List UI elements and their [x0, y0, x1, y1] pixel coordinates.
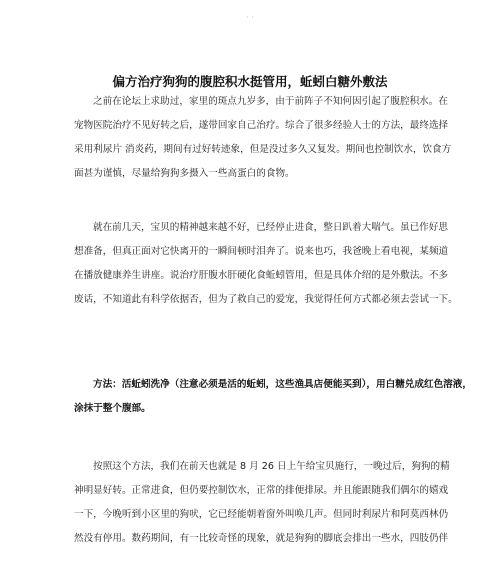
- paragraph-1: [74, 90, 452, 186]
- header-mark: · ·: [246, 13, 254, 22]
- paragraph-line: 宠物医院治疗不见好转之后，遂带回家自己治疗。综合了很多经验人士的方法，最终选择: [74, 120, 449, 131]
- paragraph-line: 就在前几天，宝贝的精神越来越不好，已经停止进食，整日趴着大喘气。虽已作好思: [93, 222, 448, 233]
- method-paragraph: [74, 373, 472, 421]
- paragraph-line: 采用利尿片 消炎药，期间有过好转迹象，但是没过多久又复发。期间也控制饮水，饮食方: [74, 144, 452, 155]
- paragraph-line: 然没有停用。数药期间，有一比较奇怪的现象，就是狗狗的脚底会排出一些水，四肢仍伴: [74, 533, 449, 544]
- article-title: 偏方治疗狗狗的腹腔积水挺管用，蚯蚓白糖外敷法: [112, 74, 388, 90]
- paragraph-line: 按照这个方法，我们在前天也就是 8 月 26 日上午给宝贝施行，一晚过后，狗狗的精: [93, 461, 450, 472]
- paragraph-line: 想准备，但真正面对它快离开的一瞬间顿时泪奔了。说来也巧，我爸晚上看电视，某频道: [74, 246, 449, 257]
- paragraph-4: [74, 455, 450, 551]
- paragraph-2: [74, 216, 458, 312]
- paragraph-line: 涂抹于整个腹部。: [74, 403, 151, 414]
- paragraph-line: 面甚为谨慎，尽量给狗狗多摄入一些高蛋白的食物。: [74, 168, 295, 179]
- paragraph-line: 废话，不知道此有科学依据否，但为了救自己的爱宠，我觉得任何方式都必须去尝试一下。: [74, 294, 458, 305]
- paragraph-line: 在播放健康养生讲座。说治疗肝腹水肝硬化食蚯蚓管用，但是具体介绍的是外敷法。不多: [74, 270, 449, 281]
- paragraph-line: 之前在论坛上求助过，家里的斑点九岁多，由于前阵子不知何因引起了腹腔积水。在: [93, 96, 448, 107]
- paragraph-line: 一下，今晚听到小区里的狗吠，它已经能朝着窗外叫唤几声。但同时利尿片和阿莫西林仍: [74, 509, 449, 520]
- paragraph-line: 方法：活蚯蚓洗净（注意必须是活的蚯蚓，这些渔具店便能买到），用白糖兑成红色溶液，: [93, 379, 472, 390]
- paragraph-line: 神明显好转。正常进食，但仍要控制饮水，正常的排便排尿。并且能跟随我们偶尔的嬉戏: [74, 485, 449, 496]
